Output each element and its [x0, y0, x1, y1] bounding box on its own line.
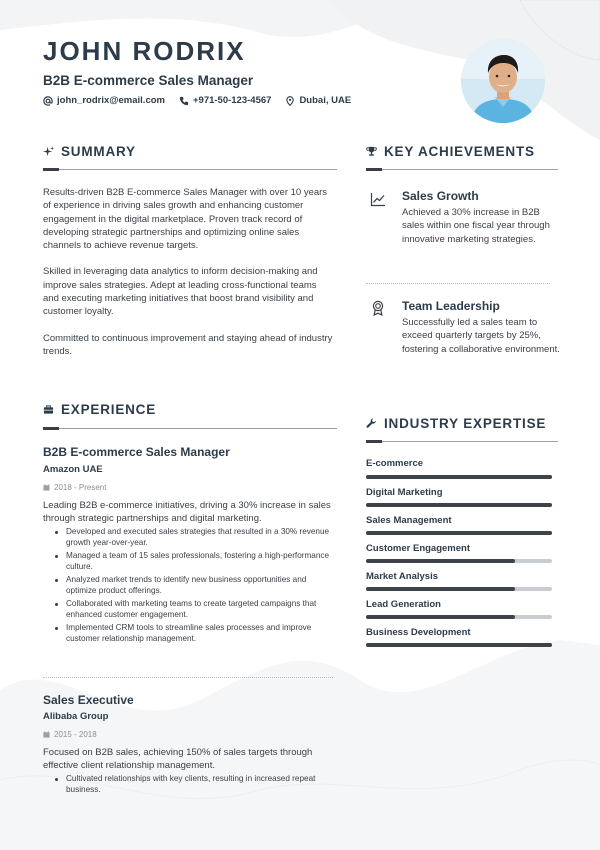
skill-label: Sales Management [366, 515, 452, 526]
job-description: Focused on B2B sales, achieving 150% of sales targets through effective client relationship management. [43, 747, 313, 772]
job-bullet: Managed a team of 15 sales professionals, fostering a high-performance culture. [52, 551, 337, 572]
skill-bar [366, 531, 552, 535]
job-dates-text: 2018 - Present [54, 483, 107, 492]
contact-row [43, 95, 351, 106]
skill-bar [366, 615, 552, 619]
summary-divider-accent [43, 168, 59, 171]
job-bullet: Cultivated relationships with key clients, resulting in increased repeat business. [52, 774, 337, 795]
achievements-divider [366, 169, 558, 170]
experience-divider [43, 428, 337, 429]
skill-label: Business Development [366, 627, 471, 638]
briefcase-icon [43, 404, 54, 415]
skill-bar [366, 503, 552, 507]
calendar-icon [43, 484, 50, 491]
skill-bar [366, 475, 552, 479]
at-sign-icon [43, 96, 53, 106]
summary-heading [43, 144, 136, 159]
job-dates [43, 483, 106, 492]
phone-text: +971-50-123-4567 [192, 95, 272, 106]
job-separator [43, 677, 333, 678]
job-dates-text: 2015 - 2018 [54, 730, 97, 739]
email-text: john_rodrix@email.com [57, 95, 165, 106]
contact-email[interactable] [43, 95, 165, 106]
summary-text [43, 186, 333, 371]
location-text: Dubai, UAE [299, 95, 352, 106]
candidate-name: JOHN RODRIX [43, 36, 246, 66]
expertise-divider [366, 441, 558, 442]
job-bullets [52, 774, 337, 798]
job-bullet: Developed and executed sales strategies that resulted in a 30% revenue growth year-over-year. [52, 527, 337, 548]
summary-divider [43, 169, 337, 170]
trend-line-icon [370, 191, 386, 207]
contact-phone[interactable] [179, 95, 271, 106]
profile-photo [461, 39, 545, 123]
sparkle-icon [43, 146, 54, 157]
summary-paragraph: Results-driven B2B E-commerce Sales Manager with over 10 years of experience in driving sales growth and enhancing customer engagement in the digital marketplace. Proven track record of developing strategic partnerships and optimizing online sales channels to achieve revenue targets. [43, 187, 328, 252]
location-pin-icon [285, 96, 295, 106]
experience-heading-label: EXPERIENCE [61, 402, 157, 417]
skill-label: Customer Engagement [366, 543, 470, 554]
job-bullet: Collaborated with marketing teams to create targeted campaigns that enhanced customer engagement. [52, 599, 337, 620]
skill-label: E-commerce [366, 458, 424, 469]
skill-bar [366, 587, 552, 591]
summary-paragraph: Skilled in leveraging data analytics to inform decision-making and improve sales strategies. Adept at leading cross-functional teams and executing marketing initiatives that boost brand visibility and customer loyalty. [43, 266, 318, 318]
skill-label: Market Analysis [366, 571, 438, 582]
wrench-icon [366, 418, 377, 429]
achievement-desc: Achieved a 30% increase in B2B sales within one fiscal year through innovative marketing strategies. [402, 207, 550, 245]
calendar-icon [43, 731, 50, 738]
skill-label: Digital Marketing [366, 487, 443, 498]
job-bullet: Implemented CRM tools to streamline sales processes and improve customer relationship management. [52, 623, 337, 644]
expertise-divider-accent [366, 440, 382, 443]
contact-location [285, 95, 351, 106]
summary-paragraph: Committed to continuous improvement and staying ahead of industry trends. [43, 332, 333, 357]
phone-icon [179, 96, 189, 106]
job-bullets [52, 527, 337, 647]
experience-heading [43, 402, 156, 417]
achievement-desc: Successfully led a sales team to exceed quarterly targets by 25%, fostering a collaborative environment. [402, 317, 560, 355]
job-description: Leading B2B e-commerce initiatives, driving a 30% increase in sales through strategic partnerships and digital marketing. [43, 500, 331, 525]
achievements-divider-accent [366, 168, 382, 171]
skill-label: Lead Generation [366, 599, 441, 610]
expertise-heading-label: INDUSTRY EXPERTISE [384, 416, 547, 431]
experience-divider-accent [43, 427, 59, 430]
award-medal-icon [370, 300, 386, 316]
achievement-title: Sales Growth [402, 189, 479, 203]
job-bullet: Analyzed market trends to identify new business opportunities and optimize product offerings. [52, 575, 337, 596]
job-dates [43, 730, 97, 739]
candidate-title: B2B E-commerce Sales Manager [43, 73, 254, 88]
skill-bar [366, 643, 552, 647]
expertise-heading [366, 416, 546, 431]
achievements-heading-label: KEY ACHIEVEMENTS [384, 144, 535, 159]
achievement-item [370, 189, 560, 269]
job-company: Amazon UAE [43, 464, 103, 475]
job-title: B2B E-commerce Sales Manager [43, 445, 230, 459]
achievement-item [370, 299, 560, 379]
skill-bar [366, 559, 552, 563]
job-company: Alibaba Group [43, 711, 109, 722]
achievements-heading [366, 144, 535, 159]
trophy-icon [366, 146, 377, 157]
achievement-separator [366, 283, 550, 284]
achievement-title: Team Leadership [402, 299, 500, 313]
job-title: Sales Executive [43, 693, 134, 707]
summary-heading-label: SUMMARY [61, 144, 136, 159]
